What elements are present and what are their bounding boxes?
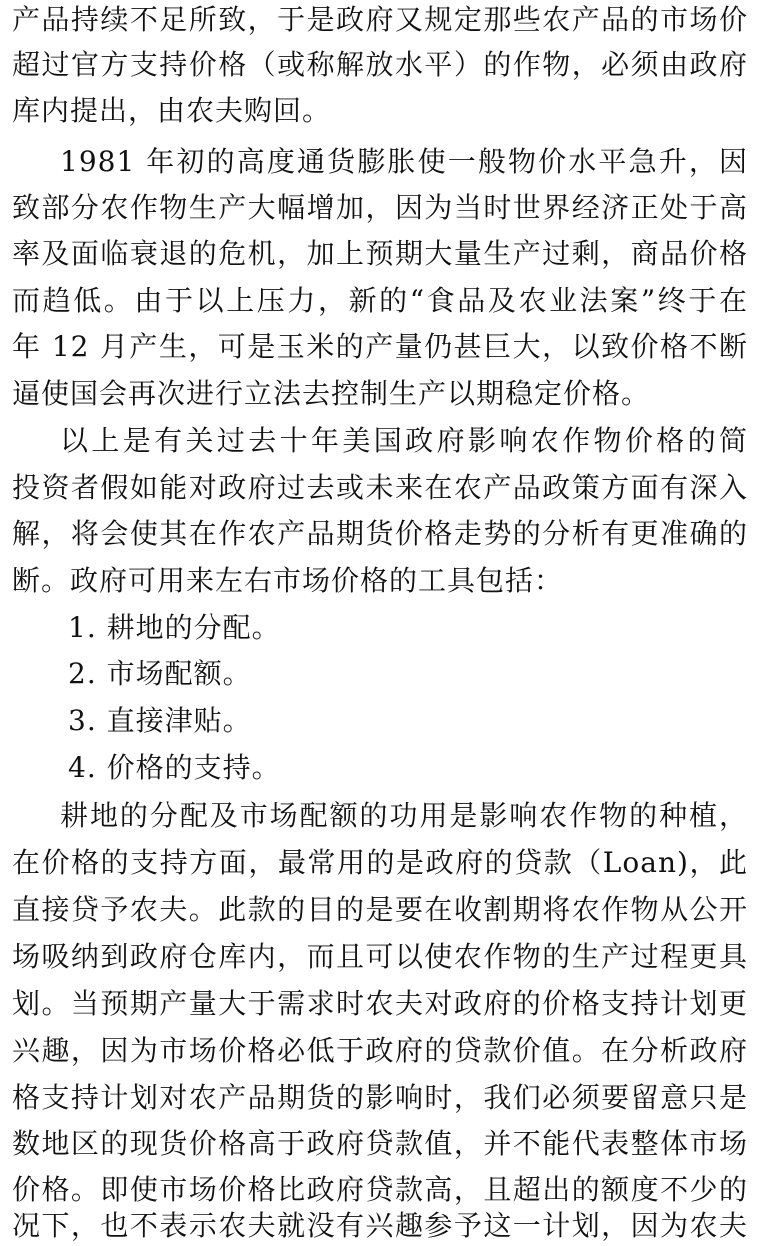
text-line: 产品持续不足所致，于是政府又规定那些农产品的市场价 [12, 3, 748, 36]
text-line: 率及面临衰退的危机，加上预期大量生产过剩，商品价格 [12, 237, 748, 270]
paragraph-start-line: 耕地的分配及市场配额的功用是影响农作物的种植， [60, 799, 748, 832]
text-line: 超过官方支持价格（或称解放水平）的作物，必须由政府 [12, 48, 748, 81]
text-line: 在价格的支持方面，最常用的是政府的贷款（Loan)，此 [12, 846, 748, 879]
text-line: 年 12 月产生，可是玉米的产量仍甚巨大，以致价格不断 [12, 330, 748, 363]
text-line: 解，将会使其在作农产品期货价格走势的分析有更准确的 [12, 517, 748, 550]
text-line: 投资者假如能对政府过去或未来在农产品政策方面有深入 [12, 471, 748, 504]
text-line: 划。当预期产量大于需求时农夫对政府的价格支持计划更 [12, 987, 748, 1020]
text-line: 格支持计划对农产品期货的影响时，我们必须要留意只是 [12, 1081, 748, 1114]
list-item: 1. 耕地的分配。 [68, 611, 281, 644]
text-line: 逼使国会再次进行立法去控制生产以期稳定价格。 [12, 377, 651, 410]
list-item: 3. 直接津贴。 [68, 704, 252, 737]
text-line: 价格。即使市场价格比政府贷款高，且超出的额度不少的 [12, 1173, 748, 1206]
paragraph-start-line: 1981 年初的高度通货膨胀使一般物价水平急升，因 [60, 145, 748, 178]
list-item: 4. 价格的支持。 [68, 751, 281, 784]
text-line: 兴趣，因为市场价格必低于政府的贷款价值。在分析政府 [12, 1034, 748, 1067]
text-line: 断。政府可用来左右市场价格的工具包括： [12, 564, 564, 597]
text-line: 而趋低。由于以上压力，新的“食品及农业法案”终于在 [12, 284, 748, 317]
text-line: 场吸纳到政府仓库内，而且可以使农作物的生产过程更具 [12, 940, 748, 973]
text-line: 致部分农作物生产大幅增加，因为当时世界经济正处于高 [12, 191, 748, 224]
text-line: 况下，也不表示农夫就没有兴趣参予这一计划，因为农夫 [12, 1209, 748, 1242]
text-line: 库内提出，由农夫购回。 [12, 94, 332, 127]
list-item: 2. 市场配额。 [68, 657, 252, 690]
text-line: 直接贷予农夫。此款的目的是要在收割期将农作物从公开 [12, 893, 748, 926]
paragraph-start-line: 以上是有关过去十年美国政府影响农作物价格的简 [60, 424, 748, 457]
text-line: 数地区的现货价格高于政府贷款值，并不能代表整体市场 [12, 1127, 748, 1160]
